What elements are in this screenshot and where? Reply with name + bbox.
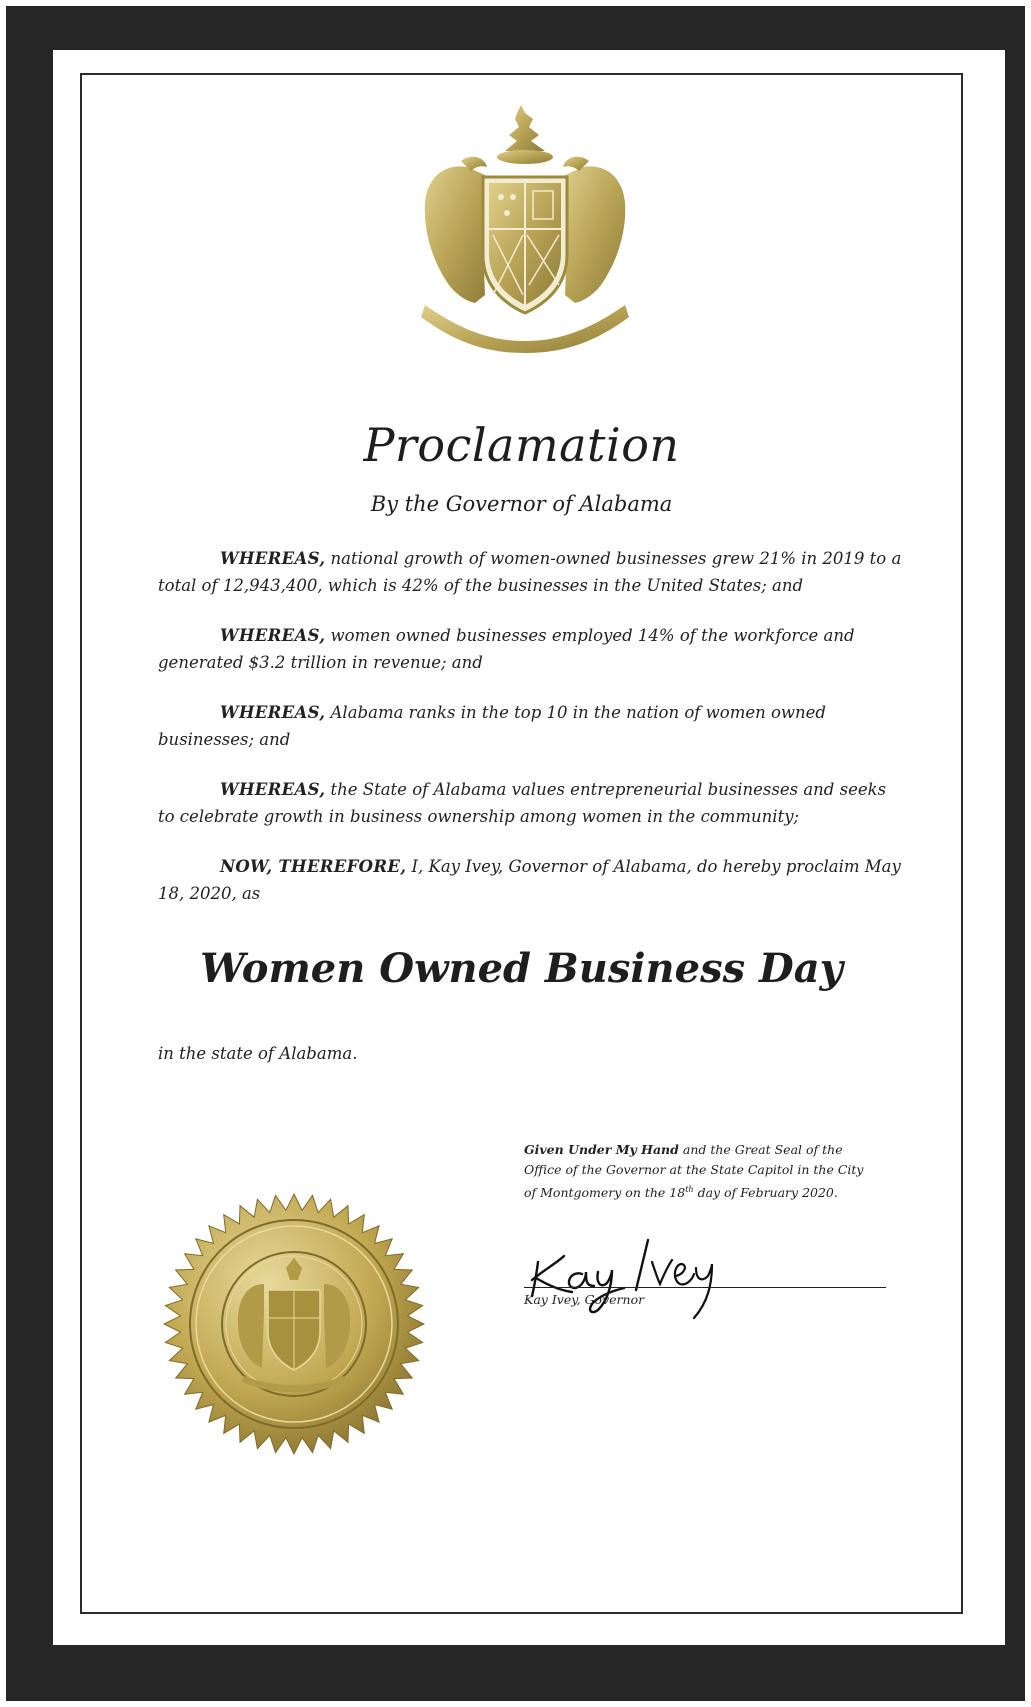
proclamation-subtitle: By the Governor of Alabama	[370, 492, 673, 516]
paragraph-keyword: NOW, THEREFORE,	[220, 857, 407, 876]
coat-of-arms-icon	[405, 105, 645, 355]
paragraph-keyword: WHEREAS,	[220, 703, 326, 722]
signature-line	[524, 1287, 886, 1288]
whereas-paragraph	[158, 699, 902, 753]
given-line-1	[524, 1140, 884, 1160]
proclamation-body	[158, 545, 902, 930]
given-under-hand-block	[524, 1140, 884, 1203]
whereas-paragraph	[158, 776, 902, 830]
given-line-3-sup: th	[685, 1185, 694, 1194]
given-line-2: Office of the Governor at the State Capitol in the City	[524, 1162, 864, 1177]
paragraph-text: the State of Alabama values entrepreneurial businesses and seeks to celebrate growth in business ownership among women in the community;	[158, 780, 887, 826]
proclamation-title: Proclamation	[363, 418, 680, 472]
whereas-paragraph	[158, 545, 902, 599]
given-line-3-a: of Montgomery on the 18	[524, 1185, 686, 1201]
proclaimed-day-title: Women Owned Business Day	[200, 945, 843, 992]
paragraph-text: women owned businesses employed 14% of the workforce and generated $3.2 trillion in revenue; and	[158, 626, 855, 672]
given-lead: Given Under My Hand	[524, 1142, 679, 1157]
given-line-1-rest: and the Great Seal of the	[682, 1142, 843, 1157]
in-state-line: in the state of Alabama.	[158, 1044, 358, 1063]
signature-name: Kay Ivey, Governor	[524, 1292, 645, 1307]
paragraph-keyword: WHEREAS,	[220, 780, 326, 799]
paragraph-text: national growth of women-owned businesses grew 21% in 2019 to a total of 12,943,400, which is 42% of the businesses in the United States; and	[158, 549, 902, 595]
given-line-3	[524, 1180, 884, 1203]
whereas-paragraph	[158, 622, 902, 676]
given-line-3-b: day of February 2020.	[697, 1185, 838, 1201]
handwritten-signature-icon	[524, 1222, 724, 1322]
paragraph-text: I, Kay Ivey, Governor of Alabama, do hereby proclaim May 18, 2020, as	[158, 857, 901, 903]
paragraph-text: Alabama ranks in the top 10 in the nation of women owned businesses; and	[158, 703, 826, 749]
paragraph-keyword: WHEREAS,	[220, 626, 326, 645]
paragraph-keyword: WHEREAS,	[220, 549, 326, 568]
gold-seal-icon	[160, 1190, 428, 1458]
therefore-paragraph	[158, 853, 902, 907]
